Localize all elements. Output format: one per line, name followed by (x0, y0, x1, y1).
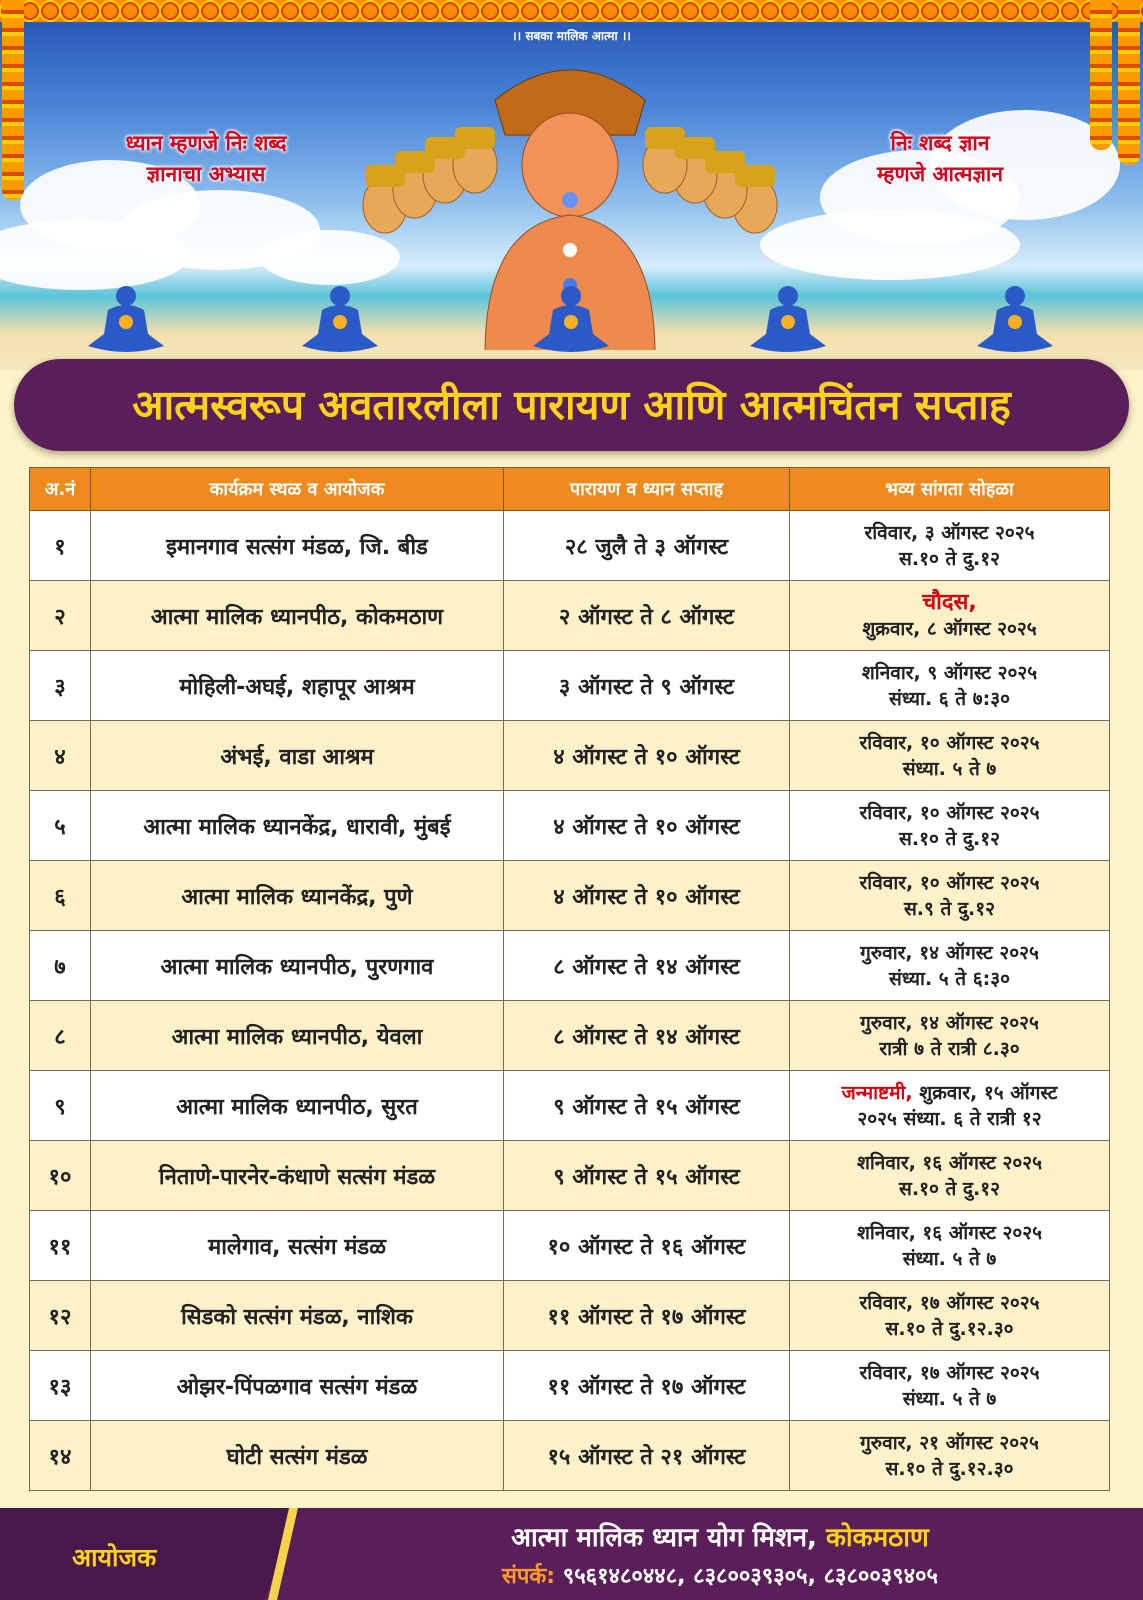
week-cell: १० ऑगस्ट ते १६ ऑगस्ट (504, 1211, 790, 1281)
week-cell: ११ ऑगस्ट ते १७ ऑगस्ट (504, 1281, 790, 1351)
week-cell: ९ ऑगस्ट ते १५ ऑगस्ट (504, 1071, 790, 1141)
ceremony-day: रविवार, १० ऑगस्ट २०२५ (859, 871, 1040, 894)
ceremony-cell (790, 721, 1110, 791)
header-venue: कार्यक्रम स्थळ व आयोजक (91, 468, 504, 511)
venue-cell: आत्मा मालिक ध्यानकेंद्र, पुणे (91, 861, 504, 931)
table-row (30, 1211, 1110, 1281)
ceremony-time: स.१० ते दु.१२ (899, 827, 1000, 850)
serial-cell: ९ (30, 1071, 91, 1141)
title-banner (14, 359, 1129, 451)
ceremony-day: शुक्रवार, ८ ऑगस्ट २०२५ (862, 617, 1037, 640)
serial-cell: ११ (30, 1211, 91, 1281)
table-row (30, 1141, 1110, 1211)
ceremony-time: संध्या. ५ ते ६:३० (889, 967, 1010, 990)
ceremony-cell (790, 651, 1110, 721)
ceremony-day: गुरुवार, २१ ऑगस्ट २०२५ (860, 1431, 1039, 1454)
organizer-label: आयोजक (72, 1543, 157, 1572)
meditator-icon (86, 282, 166, 357)
venue-cell: सिडको सत्संग मंडळ, नाशिक (91, 1281, 504, 1351)
ceremony-time: स.१० ते दु.१२.३० (885, 1317, 1014, 1340)
meditator-icon (748, 282, 828, 357)
mission-name (370, 1518, 1070, 1554)
serial-cell: ६ (30, 861, 91, 931)
marigold-garland-top (0, 0, 1143, 22)
ceremony-time: स.९ ते दु.१२ (903, 897, 996, 920)
serial-cell: १ (30, 511, 91, 581)
contact-info (370, 1560, 1070, 1590)
ceremony-time: संध्या. ६ ते ७:३० (889, 687, 1010, 710)
ceremony-time: संध्या. ५ ते ७ (902, 1247, 997, 1270)
venue-cell: मालेगाव, सत्संग मंडळ (91, 1211, 504, 1281)
ceremony-time: २०२५ संध्या. ६ ते रात्री १२ (857, 1107, 1042, 1130)
week-cell: १५ ऑगस्ट ते २१ ऑगस्ट (504, 1421, 790, 1491)
marigold-garland-right-2 (1118, 0, 1140, 165)
serial-cell: १० (30, 1141, 91, 1211)
serial-cell: ३ (30, 651, 91, 721)
venue-cell: आत्मा मालिक ध्यानपीठ, येवला (91, 1001, 504, 1071)
venue-cell: आत्मा मालिक ध्यानकेंद्र, धारावी, मुंबई (91, 791, 504, 861)
ceremony-time: स.१० ते दु.१२.३० (885, 1457, 1014, 1480)
ceremony-day: शुक्रवार, १५ ऑगस्ट (919, 1081, 1058, 1104)
table-row (30, 581, 1110, 651)
motto: ।। सबका मालिक आत्मा ।। (512, 29, 631, 43)
venue-cell: मोहिली-अघई, शहापूर आश्रम (91, 651, 504, 721)
ceremony-time: संध्या. ५ ते ७ (902, 1387, 997, 1410)
meditator-icon (975, 282, 1055, 357)
week-cell: ४ ऑगस्ट ते १० ऑगस्ट (504, 861, 790, 931)
ceremony-day: गुरुवार, १४ ऑगस्ट २०२५ (860, 941, 1039, 964)
contact-label: संपर्क: (502, 1564, 556, 1589)
table-row (30, 1001, 1110, 1071)
ceremony-cell (790, 511, 1110, 581)
table-row (30, 651, 1110, 721)
week-cell: ८ ऑगस्ट ते १४ ऑगस्ट (504, 931, 790, 1001)
header-ceremony: भव्य सांगता सोहळा (790, 468, 1110, 511)
festival-label: जन्माष्टमी, (841, 1081, 913, 1104)
marigold-garland-right (1090, 0, 1112, 150)
table-row (30, 1071, 1110, 1141)
week-cell: ११ ऑगस्ट ते १७ ऑगस्ट (504, 1351, 790, 1421)
venue-cell: अंभई, वाडा आश्रम (91, 721, 504, 791)
serial-cell: ४ (30, 721, 91, 791)
schedule-table (29, 467, 1110, 1491)
mission-text: आत्मा मालिक ध्यान योग मिशन, (511, 1523, 817, 1553)
ceremony-cell (790, 1141, 1110, 1211)
slogan-right-line-1: निः शब्द ज्ञान (890, 131, 990, 155)
hero-banner (0, 0, 1143, 370)
serial-cell: १४ (30, 1421, 91, 1491)
ceremony-day: रविवार, १७ ऑगस्ट २०२५ (859, 1361, 1040, 1384)
ceremony-day: रविवार, ३ ऑगस्ट २०२५ (864, 521, 1035, 544)
ceremony-cell (790, 1281, 1110, 1351)
ceremony-cell (790, 1421, 1110, 1491)
slogan-left (86, 128, 326, 190)
ceremony-cell (790, 791, 1110, 861)
venue-cell: निताणे-पारनेर-कंधाणे सत्संग मंडळ (91, 1141, 504, 1211)
table-row (30, 1351, 1110, 1421)
footer (0, 1508, 1143, 1600)
serial-cell: ८ (30, 1001, 91, 1071)
header-week: पारायण व ध्यान सप्ताह (504, 468, 790, 511)
venue-cell: घोटी सत्संग मंडळ (91, 1421, 504, 1491)
serial-cell: ५ (30, 791, 91, 861)
slogan-left-line-2: ज्ञानाचा अभ्यास (146, 162, 266, 186)
venue-cell: आत्मा मालिक ध्यानपीठ, सुरत (91, 1071, 504, 1141)
table-row (30, 721, 1110, 791)
serial-cell: १२ (30, 1281, 91, 1351)
serial-cell: ७ (30, 931, 91, 1001)
ceremony-day: रविवार, १० ऑगस्ट २०२५ (859, 731, 1040, 754)
ceremony-cell (790, 1071, 1110, 1141)
week-cell: ४ ऑगस्ट ते १० ऑगस्ट (504, 791, 790, 861)
slogan-right (820, 128, 1060, 190)
festival-label: चौदस, (922, 589, 977, 615)
page-title: आत्मस्वरूप अवतारलीला पारायण आणि आत्मचिंतन सप्ताह (132, 381, 1011, 429)
ceremony-cell (790, 931, 1110, 1001)
ceremony-cell (790, 861, 1110, 931)
table-row (30, 791, 1110, 861)
meditator-icon (300, 282, 380, 357)
serial-cell: १३ (30, 1351, 91, 1421)
ceremony-day: शनिवार, १६ ऑगस्ट २०२५ (856, 1151, 1043, 1174)
ceremony-cell (790, 581, 1110, 651)
ceremony-time: स.१० ते दु.१२ (899, 547, 1000, 570)
ceremony-day: शनिवार, ९ ऑगस्ट २०२५ (861, 661, 1038, 684)
ceremony-cell (790, 1351, 1110, 1421)
table-row (30, 1281, 1110, 1351)
week-cell: ३ ऑगस्ट ते ९ ऑगस्ट (504, 651, 790, 721)
venue-cell: इमानगाव सत्संग मंडळ, जि. बीड (91, 511, 504, 581)
week-cell: ४ ऑगस्ट ते १० ऑगस्ट (504, 721, 790, 791)
venue-cell: आत्मा मालिक ध्यानपीठ, कोकमठाण (91, 581, 504, 651)
ceremony-day: गुरुवार, १४ ऑगस्ट २०२५ (860, 1011, 1039, 1034)
serial-cell: २ (30, 581, 91, 651)
ceremony-time: संध्या. ५ ते ७ (902, 757, 997, 780)
slogan-right-line-2: म्हणजे आत्मज्ञान (876, 162, 1004, 186)
week-cell: २८ जुलै ते ३ ऑगस्ट (504, 511, 790, 581)
week-cell: २ ऑगस्ट ते ८ ऑगस्ट (504, 581, 790, 651)
ceremony-time: स.१० ते दु.१२ (899, 1177, 1000, 1200)
table-row (30, 931, 1110, 1001)
week-cell: ९ ऑगस्ट ते १५ ऑगस्ट (504, 1141, 790, 1211)
table-row (30, 511, 1110, 581)
table-row (30, 861, 1110, 931)
ceremony-cell (790, 1001, 1110, 1071)
header-serial: अ.नं (30, 468, 91, 511)
ceremony-time: रात्री ७ ते रात्री ८.३० (879, 1037, 1020, 1060)
contact-numbers: ९५६१४८०४४८, ८३८००३९३०५, ८३८००३९४०५ (562, 1564, 938, 1589)
venue-cell: ओझर-पिंपळगाव सत्संग मंडळ (91, 1351, 504, 1421)
week-cell: ८ ऑगस्ट ते १४ ऑगस्ट (504, 1001, 790, 1071)
table-row (30, 1421, 1110, 1491)
mission-place: कोकमठाण (825, 1523, 929, 1553)
table-header-row (30, 468, 1110, 511)
ceremony-day: शनिवार, १६ ऑगस्ट २०२५ (856, 1221, 1043, 1244)
ceremony-day: रविवार, १७ ऑगस्ट २०२५ (859, 1291, 1040, 1314)
ceremony-day: रविवार, १० ऑगस्ट २०२५ (859, 801, 1040, 824)
venue-cell: आत्मा मालिक ध्यानपीठ, पुरणगाव (91, 931, 504, 1001)
ceremony-cell (790, 1211, 1110, 1281)
meditator-icon (531, 282, 611, 357)
slogan-left-line-1: ध्यान म्हणजे निः शब्द (125, 131, 287, 155)
